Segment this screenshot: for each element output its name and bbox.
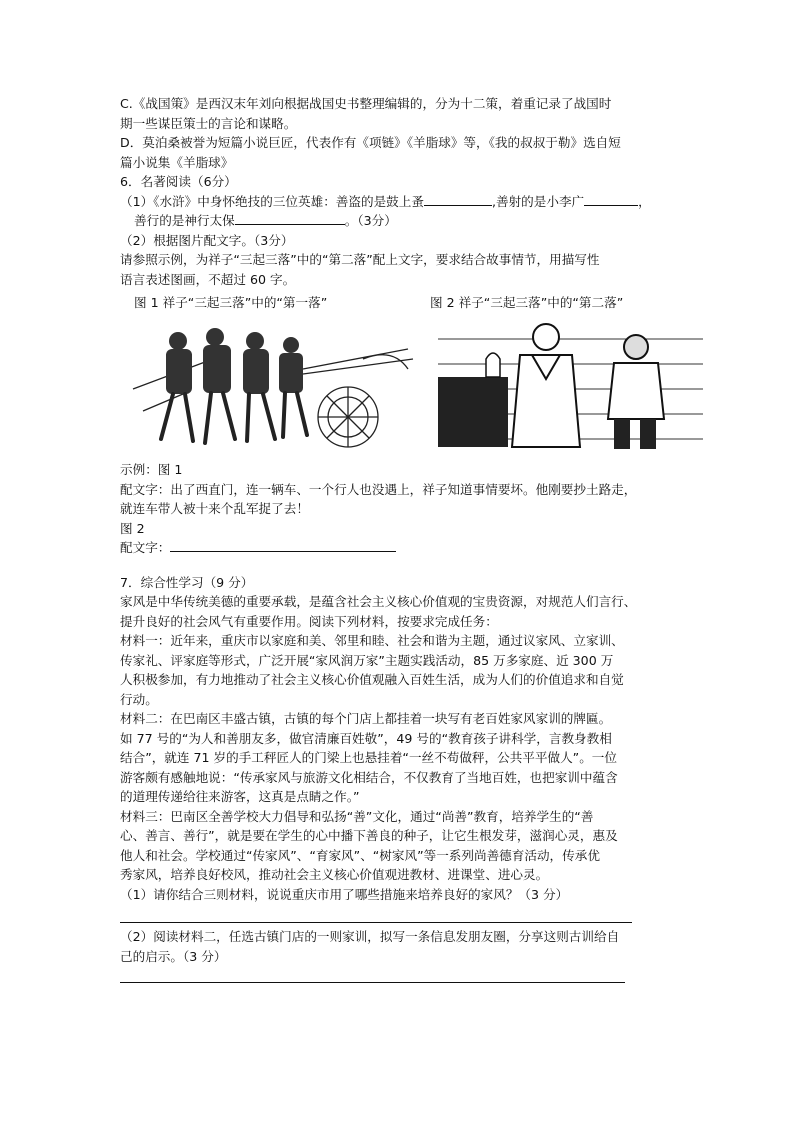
example-text: 配文字：出了西直门，连一辆车、一个行人也没遇上，祥子知道事情要坏。他刚要抄土路走， (120, 481, 637, 497)
figure-2-label: 图 2 (120, 520, 145, 536)
material-2-line: 如 77 号的“为人和善朋友多，做官清廉百姓敬”，49 号的“教育孩子讲科学，言教身教相 (120, 730, 612, 746)
q5-option-c: C.《战国策》是西汉末年刘向根据战国史书整理编辑的，分为十二策，着重记录了战国时 (120, 96, 612, 111)
q5-option-d-cont: 篇小说集《羊脂球》 (120, 154, 234, 170)
figure-1-illustration (123, 319, 423, 451)
figure-2-caption: 图 2 祥子“三起三落”中的“第二落” (430, 295, 624, 310)
q7-sub-2: （2）阅读材料二，任选古镇门店的一则家训，拟写一条信息发朋友圈，分享这则古训给自 (120, 929, 620, 944)
answer-blank-caption[interactable] (170, 539, 396, 552)
answer-blank-2[interactable] (584, 193, 638, 206)
q7-sub-2-cont: 己的启示。（3 分） (120, 948, 227, 964)
q7-intro-2: 提升良好的社会风气有重要作用。阅读下列材料，按要求完成任务： (120, 613, 498, 629)
material-3-line: 秀家风，培养良好校风，推动社会主义核心价值观进教材、进课堂、进心灵。 (120, 867, 549, 882)
exam-page (120, 94, 685, 983)
q6-part1: （1）《水浒》中身怀绝技的三位英雄：善盗的是鼓上蚤 ,善射的是小李广 ， (120, 193, 651, 209)
material-2-line: 材料二：在巴南区丰盛古镇，古镇的每个门店上都挂着一块写有老百姓家风家训的牌匾。 (120, 711, 612, 726)
figure-captions (120, 291, 685, 315)
answer-blank-1[interactable] (424, 193, 492, 206)
material-2-line: 游客颇有感触地说：“传承家风与旅游文化相结合，不仅教育了当地百姓，也把家训中蕴含 (120, 769, 618, 785)
q6-part2: （2）根据图片配文字。（3分） (120, 232, 294, 248)
material-2-line: 的道理传递给往来游客，这真是点睛之作。” (120, 789, 360, 804)
answer-blank-3[interactable] (235, 212, 345, 225)
q6-part1-cont: 善行的是神行太保 。（3分） (134, 213, 397, 228)
figure-1-caption: 图 1 祥子“三起三落”中的“第一落” (134, 295, 328, 310)
q7-intro-1: 家风是中华传统美德的重要承载，是蕴含社会主义核心价值观的宝贵资源，对规范人们言行、 (120, 594, 637, 609)
material-1-line: 材料一：近年来，重庆市以家庭和美、邻里和睦、社会和谐为主题，通过议家风、立家训、 (120, 633, 624, 648)
q6-instruction: 请参照示例，为祥子“三起三落”中的“第二落”配上文字，要求结合故事情节，用描写性 (120, 252, 600, 267)
material-2-line: 结合”，就连 71 岁的手工秤匠人的门梁上也悬挂着“一丝不苟做秤，公共平平做人”。一位 (120, 750, 617, 765)
material-3-line: 心、善言、善行”，就是要在学生的心中播下善良的种子，让它生根发芽，滋润心灵，惠及 (120, 828, 618, 843)
material-1-line: 行动。 (120, 691, 158, 707)
q7-sub-1: （1）请你结合三则材料，说说重庆市用了哪些措施来培养良好的家风？（3 分） (120, 886, 569, 902)
material-3-line: 他人和社会。学校通过“传家风”、“育家风”、“树家风”等一系列尚善德育活动，传承优 (120, 847, 600, 863)
q6-title: 6．名著阅读（6分） (120, 174, 237, 189)
material-3-line: 材料三：巴南区全善学校大力倡导和弘扬“善”文化，通过“尚善”教育，培养学生的“善 (120, 808, 594, 824)
figure-2-answer: 配文字： (120, 538, 685, 558)
q5-option-d: D．莫泊桑被誉为短篇小说巨匠，代表作有《项链》《羊脂球》等，《我的叔叔于勒》选自短 (120, 135, 621, 150)
q7-title: 7．综合性学习（9 分） (120, 574, 254, 590)
example-text-cont: 就连车带人被十来个乱军捉了去！ (120, 501, 309, 516)
figure-2-illustration (438, 319, 703, 451)
material-1-line: 人积极参加，有力地推动了社会主义核心价值观融入百姓生活，成为人们的价值追求和自觉 (120, 672, 624, 687)
material-1-line: 传家礼、评家庭等形式，广泛开展“家风润万家”主题实践活动，85 万多家庭、近 300 万 (120, 652, 614, 668)
q5-option-c-cont: 期一些谋臣策士的言论和谋略。 (120, 115, 297, 131)
q6-instruction-cont: 语言表述图画，不超过 60 字。 (120, 271, 296, 287)
figures (120, 315, 685, 460)
example-label: 示例：图 1 (120, 462, 183, 477)
q7-answer-line-2[interactable] (120, 978, 625, 983)
